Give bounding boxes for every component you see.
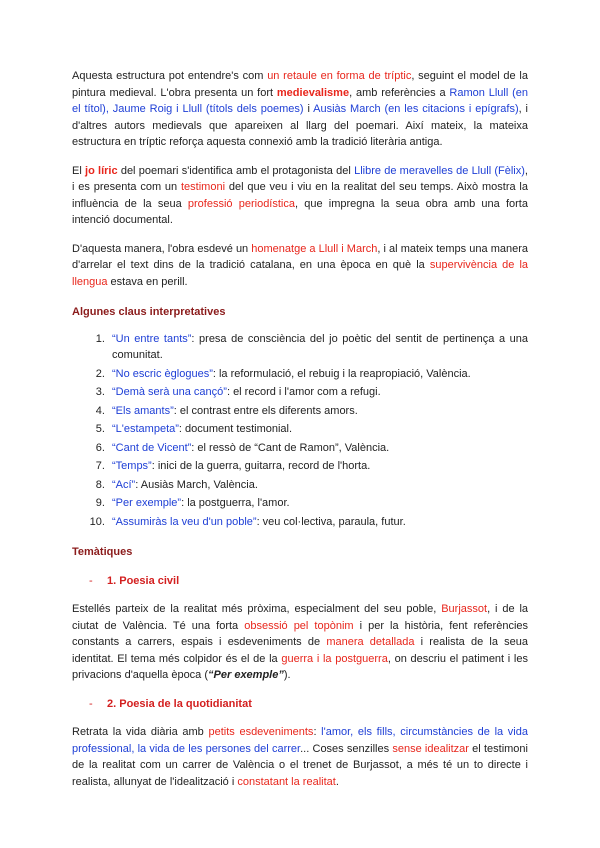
text: i realista de la seua identitat. El tema més colpidor és el de la xyxy=(72,636,528,665)
list-item-title: “Temps” xyxy=(112,460,152,472)
highlight-retaule: un retaule en forma de tríptic xyxy=(267,70,412,82)
list-item-title: “Cant de Vicent” xyxy=(112,441,192,454)
list-item xyxy=(108,366,528,383)
heading-claus: Algunes claus interpretatives xyxy=(72,306,226,318)
highlight-burjassot: Burjassot xyxy=(441,603,488,615)
list-item-title: “Per exemple” xyxy=(112,497,182,509)
text: D'aquesta manera, l'obra esdevé un xyxy=(72,242,252,255)
list-item-title: “Ací” xyxy=(112,478,136,491)
text: Estellés parteix de la realitat més pròxima, especialment del seu poble, xyxy=(72,603,442,615)
text: , seguint el model de la pintura medieval. L'obra presenta un fort xyxy=(72,70,528,99)
list-item-description: : el contrast entre els diferents amors. xyxy=(173,404,358,417)
list-item xyxy=(108,514,528,531)
text: estava en perill. xyxy=(107,275,188,288)
list-item xyxy=(108,384,528,401)
list-item-title: “No escric èglogues” xyxy=(112,367,213,380)
emphasis-per-exemple: “Per exemple” xyxy=(208,669,284,681)
list-item xyxy=(108,421,528,438)
subheading-label: 2. Poesia de la quotidianitat xyxy=(107,697,252,710)
text: Retrata la vida diària amb xyxy=(72,726,209,738)
list-item-description: : la reformulació, el rebuig i la reapropiació, València. xyxy=(212,367,471,380)
text: el testimoni de la realitat com un carrer de València o el trenet de Burjassot, a més té un to directe i realista, allunyat de l'idealització i xyxy=(72,742,528,788)
subheading-poesia-quotidianitat xyxy=(89,696,528,713)
list-item xyxy=(108,495,528,512)
claus-list xyxy=(72,331,528,531)
list-item-description: : inici de la guerra, guitarra, record de l'horta. xyxy=(151,460,371,472)
paragraph-jo-liric xyxy=(72,163,528,229)
text: , i al mateix temps una manera d'arrelar el text dins de la tradició catalana, en una època en què la xyxy=(72,242,528,271)
subheading-label: 1. Poesia civil xyxy=(107,574,180,587)
list-item-description: : el record i l'amor com a refugi. xyxy=(226,386,381,398)
highlight-toponim: obsessió pel topònim xyxy=(244,619,354,632)
list-item-title: “Demà serà una cançó” xyxy=(112,386,227,398)
text: . xyxy=(335,775,339,788)
highlight-llull-roig: Ramon Llull (en el títol), Jaume Roig i Llull (títols dels poemes) xyxy=(72,86,529,115)
dash-bullet: - xyxy=(89,574,93,587)
text: , amb referències a xyxy=(349,86,450,99)
list-item-title: “Un entre tants” xyxy=(112,332,192,345)
highlight-manera-detallada: manera detallada xyxy=(326,636,415,648)
list-item-description: : Ausiàs March, València. xyxy=(135,478,258,491)
text: Aquesta estructura pot entendre's com xyxy=(72,70,268,82)
paragraph-homenatge xyxy=(72,241,528,291)
text: del poemari s'identifica amb el protagonista del xyxy=(117,164,355,177)
highlight-testimoni: testimoni xyxy=(181,181,226,193)
list-item xyxy=(108,403,528,420)
highlight-ausias-march: Ausiàs March (en les citacions i epígrafs) xyxy=(313,103,519,115)
list-item-description: : veu col·lectiva, paraula, futur. xyxy=(256,515,406,528)
list-item xyxy=(108,477,528,494)
list-item xyxy=(108,331,528,364)
highlight-guerra: guerra i la postguerra xyxy=(281,652,388,665)
text: ). xyxy=(283,669,291,681)
heading-tematiques: Temàtiques xyxy=(72,546,133,558)
highlight-supervivencia: supervivència de la llengua xyxy=(72,259,529,288)
text: , i d'altres autors medievals que apareixen al llarg del poemari. Així mateix, la mateixa estructura en tríptic reforça aquesta connexió amb la tradició literària antiga. xyxy=(72,103,529,148)
list-item xyxy=(108,458,528,475)
list-item-title: “L'estampeta” xyxy=(112,423,179,435)
highlight-llibre-meravelles: Llibre de meravelles de Llull (Fèlix) xyxy=(354,164,525,177)
list-item-description: : presa de consciència del jo poètic del sentit de pertinença a una comunitat. xyxy=(112,332,528,361)
highlight-homenatge: homenatge a Llull i March xyxy=(251,242,378,255)
list-item-description: : document testimonial. xyxy=(178,423,293,435)
highlight-petits-esdeveniments: petits esdeveniments xyxy=(208,726,314,738)
list-item xyxy=(108,440,528,457)
highlight-amor-fills: l'amor, els fills, circumstàncies de la vida professional, la vida de les persones del carrer xyxy=(72,726,528,755)
highlight-constatant: constatant la realitat xyxy=(237,775,336,788)
text: ... Coses senzilles xyxy=(300,742,393,755)
highlight-medievalisme: medievalisme xyxy=(276,86,350,99)
text: El xyxy=(72,164,86,177)
highlight-jo-liric: jo líric xyxy=(85,164,118,177)
highlight-sense-idealitzar: sense idealitzar xyxy=(392,742,469,755)
highlight-professio: professió periodística xyxy=(187,197,295,210)
text: i xyxy=(303,103,314,115)
paragraph-quotidianitat xyxy=(72,724,528,790)
dash-bullet: - xyxy=(89,697,93,710)
text: : xyxy=(313,726,322,738)
paragraph-poesia-civil xyxy=(72,601,528,684)
text: , on descriu el patiment i les privacions d'aquella època ( xyxy=(72,652,528,681)
paragraph-structure xyxy=(72,68,528,151)
list-item-title: “Assumiràs la veu d'un poble” xyxy=(112,515,257,528)
list-item-description: : la postguerra, l'amor. xyxy=(181,497,290,509)
text: , i es presenta com un xyxy=(72,164,528,193)
list-item-title: “Els amants” xyxy=(112,404,174,417)
subheading-poesia-civil xyxy=(89,573,528,590)
list-item-description: : el ressò de “Cant de Ramon”, València. xyxy=(191,441,390,454)
text: , que impregna la seua obra amb una forta intenció documental. xyxy=(72,197,528,226)
text: i per la història, fent referències constants a carrers, espais i esdeveniments de xyxy=(72,619,529,648)
text: , i de la ciutat de València. Té una forta xyxy=(72,603,529,632)
text: del que veu i viu en la realitat del seu temps. Això mostra la influència de la seua xyxy=(72,181,528,210)
